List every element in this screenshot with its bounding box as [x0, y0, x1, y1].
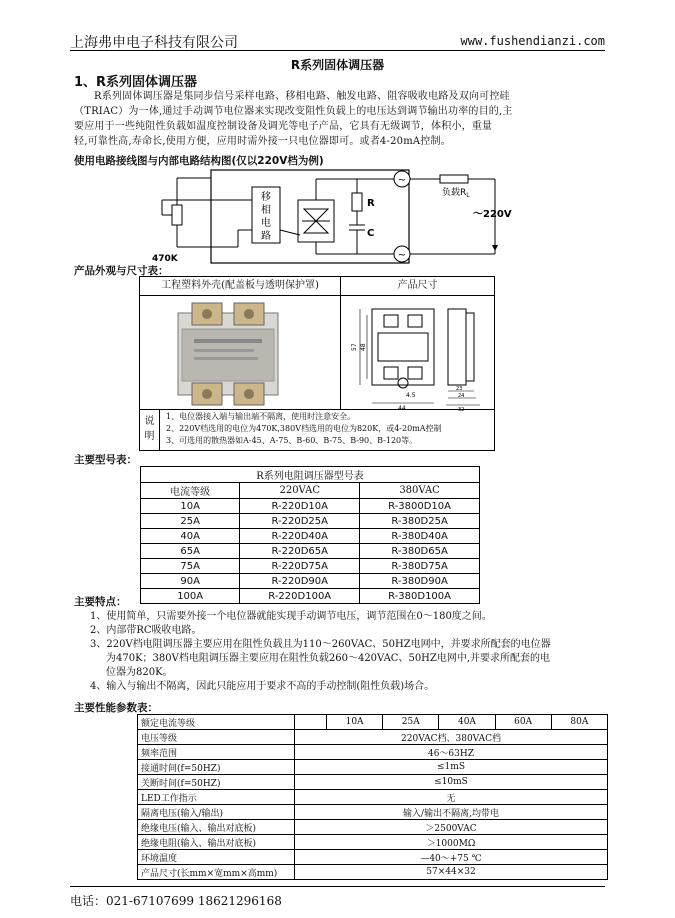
resistor-r: [352, 193, 362, 211]
header-rule: [70, 50, 605, 51]
table-row: 65A R-220D65A R-380D65A: [141, 544, 480, 559]
para-line: R系列固体调压器是集同步信号采样电路、移相电路、触发电路、阻容吸收电路及双向可控硅: [94, 91, 510, 102]
current-cell: 40A: [439, 715, 495, 730]
dim-4.5: 4.5: [406, 392, 416, 399]
appearance-box: [139, 276, 495, 451]
doc-title: R系列固体调压器: [290, 58, 385, 72]
perf-heading: 主要性能参数表：: [74, 702, 158, 714]
perf-label: 额定电流等级: [138, 715, 295, 730]
load-resistor: [440, 175, 468, 183]
dimension-drawing: [348, 299, 488, 411]
note-line: 3、可选用的散热器如A-45、A-75、B-60、B-75、B-90、B-120等。: [166, 436, 418, 445]
load-label: 负载$R_L$: [442, 188, 470, 199]
para-line: 轻,可靠性高,寿命长,使用方便，应用时需外接一只电位器即可。或者4-20mA控制。: [74, 136, 451, 147]
current-cell: 60A: [495, 715, 551, 730]
table-row: 25A R-220D25A R-380D25A: [141, 514, 480, 529]
table-row: 10A R-220D10A R-3800D10A: [141, 499, 480, 514]
feature-line: 4、输入与输出不隔离，因此只能应用于要求不高的手动控制(阻性负载)场合。: [90, 681, 435, 692]
product-photo: [172, 301, 284, 407]
note-label-char: 说: [144, 416, 155, 427]
gate-wire: [280, 230, 300, 235]
appearance-heading: 产品外观与尺寸表：: [74, 265, 169, 277]
table-row: [138, 715, 608, 730]
table-row: 绝缘电阻(输入、输出对底板) ＞1000MΩ: [138, 835, 608, 850]
note-label: [140, 410, 160, 450]
model-header: 220VAC: [240, 483, 360, 499]
phase-char: 路: [261, 231, 271, 242]
table-row: 关断时间(f=50HZ) ≤10mS: [138, 775, 608, 790]
svg-text:~: ~: [397, 250, 407, 261]
current-cell: 80A: [551, 715, 607, 730]
wiring-diagram: [140, 165, 540, 267]
svg-text:~: ~: [397, 175, 407, 186]
footer-rule: [70, 886, 605, 887]
potentiometer: [172, 205, 182, 225]
table-row: 电压等级 220VAC档、380VAC档: [138, 730, 608, 745]
note-label-char: 明: [144, 431, 155, 442]
features-list: [90, 610, 610, 694]
c-label: C: [367, 228, 375, 239]
dim-57: 57: [351, 343, 358, 351]
outline-side: [448, 309, 466, 385]
table-row: 隔离电压(输入/输出) 输入/输出不隔离,均带电: [138, 805, 608, 820]
note-line: 1、电位器接入端与输出端不隔离，使用时注意安全。: [166, 412, 356, 421]
feature-line: 为470K；380V档电阻调压器主要应用在阻性负载260～420VAC、50HZ电网中,并要求所配套的电: [106, 653, 551, 664]
table-row: 40A R-220D40A R-380D40A: [141, 529, 480, 544]
current-cell: 10A: [327, 715, 383, 730]
dim-24: 24: [458, 393, 465, 399]
feature-line: 1、使用简单，只需要外接一个电位器就能实现手动调节电压，调节范围在0～180度之间。: [90, 611, 492, 622]
pot-label: 470K: [152, 254, 178, 264]
outline-front: [372, 309, 434, 385]
module-outline: [211, 170, 409, 263]
appearance-col2: 产品尺寸: [341, 277, 494, 296]
website: www.fushendianzi.com: [460, 34, 605, 48]
phase-char: 电: [261, 218, 271, 229]
table-row: 接通时间(f=50HZ) ≤1mS: [138, 760, 608, 775]
current-cell: 25A: [383, 715, 439, 730]
footer-phone: 电话：021-67107699 18621296168: [70, 894, 282, 908]
dim-32: 32: [458, 407, 465, 411]
table-row: 产品尺寸(长mm×宽mm×高mm) 57×44×32: [138, 865, 608, 880]
phase-char: 相: [261, 205, 271, 216]
perf-table: [137, 714, 608, 880]
model-table: [140, 466, 480, 604]
feature-line: 2、内部带RC吸收电路。: [90, 625, 202, 636]
voltage-label: ～220V: [473, 209, 512, 220]
phase-char: 移: [261, 192, 271, 203]
triac-symbol: [304, 209, 328, 221]
table-row: LED工作指示 无: [138, 790, 608, 805]
table-row: 100A R-220D100A R-380D100A: [141, 589, 480, 604]
dim-23: 23: [456, 386, 463, 392]
appearance-col1: 工程塑料外壳(配盖板与透明保护罩): [140, 277, 341, 296]
table-row: 75A R-220D75A R-380D75A: [141, 559, 480, 574]
feature-line: 位器为820K。: [106, 667, 173, 678]
r-label: R: [367, 198, 375, 209]
table-row: 环境温度 —40～+75 ℃: [138, 850, 608, 865]
dim-48: 48: [360, 343, 367, 351]
table-row: 90A R-220D90A R-380D90A: [141, 574, 480, 589]
para-line: （TRIAC）为一体,通过手动调节电位器来实现改变阻性负载上的电压达到调节输出功率的目的,主: [74, 106, 513, 117]
dim-44: 44: [398, 405, 406, 411]
wiring-heading: 使用电路接线图与内部电路结构图(仅以220V档为例): [74, 155, 324, 167]
feature-line: 3、220V档电阻调压器主要应用在阻性负载且为110～260VAC、50HZ电网中，并要求所配套的电位器: [90, 639, 551, 650]
table-row: 频率范围 46～63HZ: [138, 745, 608, 760]
section1-paragraph: [74, 89, 604, 149]
model-header: 380VAC: [360, 483, 480, 499]
models-heading: 主要型号表：: [74, 454, 137, 466]
notes: [166, 411, 492, 447]
table-row: 绝缘电压(输入、输出对底板) ＞2500VAC: [138, 820, 608, 835]
para-line: 要应用于一些纯阻性负载如温度控制设备及调光等电子产品，它具有无级调节，体积小，重量: [74, 121, 493, 132]
company-name: 上海弗申电子科技有限公司: [70, 35, 238, 51]
section1-heading: 1、R系列固体调压器: [74, 75, 198, 90]
note-line: 2、220V档选用的电位为470K,380V档选用的电位为820K，或4-20mA控制: [166, 424, 442, 433]
features-heading: 主要特点：: [74, 596, 127, 608]
model-header: 电流等级: [141, 483, 240, 499]
model-table-title: R系列电阻调压器型号表: [141, 467, 480, 483]
